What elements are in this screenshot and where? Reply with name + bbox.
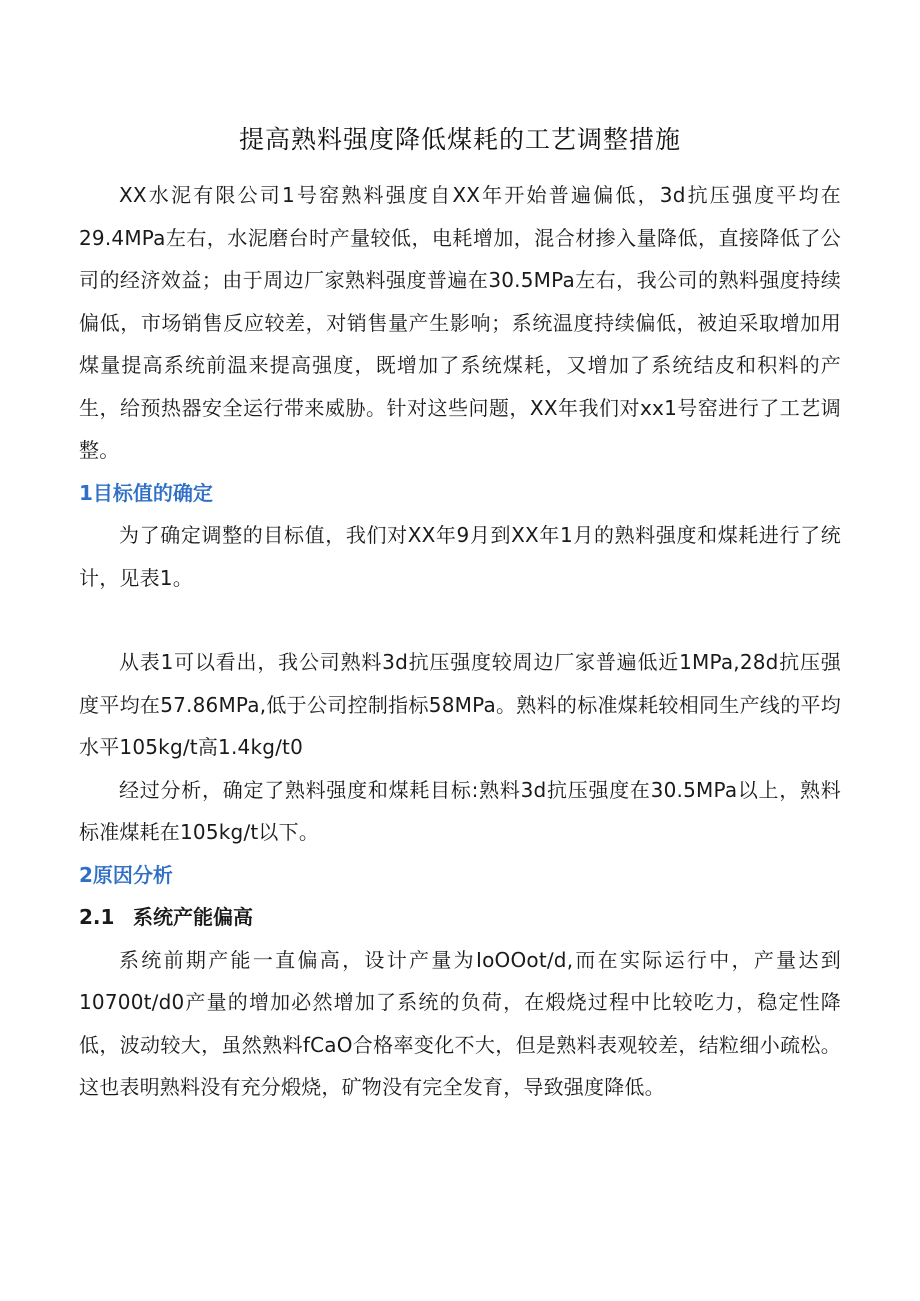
intro-paragraph: XX水泥有限公司1号窑熟料强度自XX年开始普遍偏低，3d抗压强度平均在29.4MPa左右，水泥磨台时产量较低，电耗增加，混合材掺入量降低，直接降低了公司的经济效益；由于周边厂家熟料强度普遍在30.5MPa左右，我公司的熟料强度持续偏低，市场销售反应较差，对销售量产生影响；系统温度持续偏低，被迫采取增加用煤量提高系统前温来提高强度，既增加了系统煤耗，又增加了系统结皮和积料的产生，给预热器安全运行带来威胁。针对这些问题，XX年我们对xx1号窑进行了工艺调整。 [79, 183, 841, 462]
section-2-1-paragraph: 系统前期产能一直偏高，设计产量为IoOOot∕d,而在实际运行中，产量达到10700t∕d0产量的增加必然增加了系统的负荷，在煅烧过程中比较吃力，稳定性降低，波动较大，虽然熟料fCaO合格率变化不大，但是熟料表观较差，结粒细小疏松。这也表明熟料没有充分煅烧，矿物没有完全发育，导致强度降低。 [79, 947, 841, 1099]
section-2-1-number: 2.1 [79, 905, 115, 929]
section-2-1-title: 系统产能偏高 [133, 905, 253, 929]
document-title: 提高熟料强度降低煤耗的工艺调整措施 [238, 125, 681, 154]
section-1-paragraph-2: 从表1可以看出，我公司熟料3d抗压强度较周边厂家普遍低近1MPa,28d抗压强度平均在57.86MPa,低于公司控制指标58MPa。熟料的标准煤耗较相同生产线的平均水平105kg∕t高1.4kg∕t0 [79, 650, 841, 759]
table-placeholder-gap [79, 599, 841, 641]
section-1-paragraph-1: 为了确定调整的目标值，我们对XX年9月到XX年1月的熟料强度和煤耗进行了统计，见表1。 [79, 523, 841, 590]
section-2-1-heading [79, 896, 841, 939]
section-1-heading: 1目标值的确定 [79, 480, 213, 505]
section-2-heading: 2原因分析 [79, 862, 173, 887]
section-1-paragraph-3: 经过分析，确定了熟料强度和煤耗目标:熟料3d抗压强度在30.5MPa以上，熟料标准煤耗在105kg∕t以下。 [79, 777, 841, 844]
